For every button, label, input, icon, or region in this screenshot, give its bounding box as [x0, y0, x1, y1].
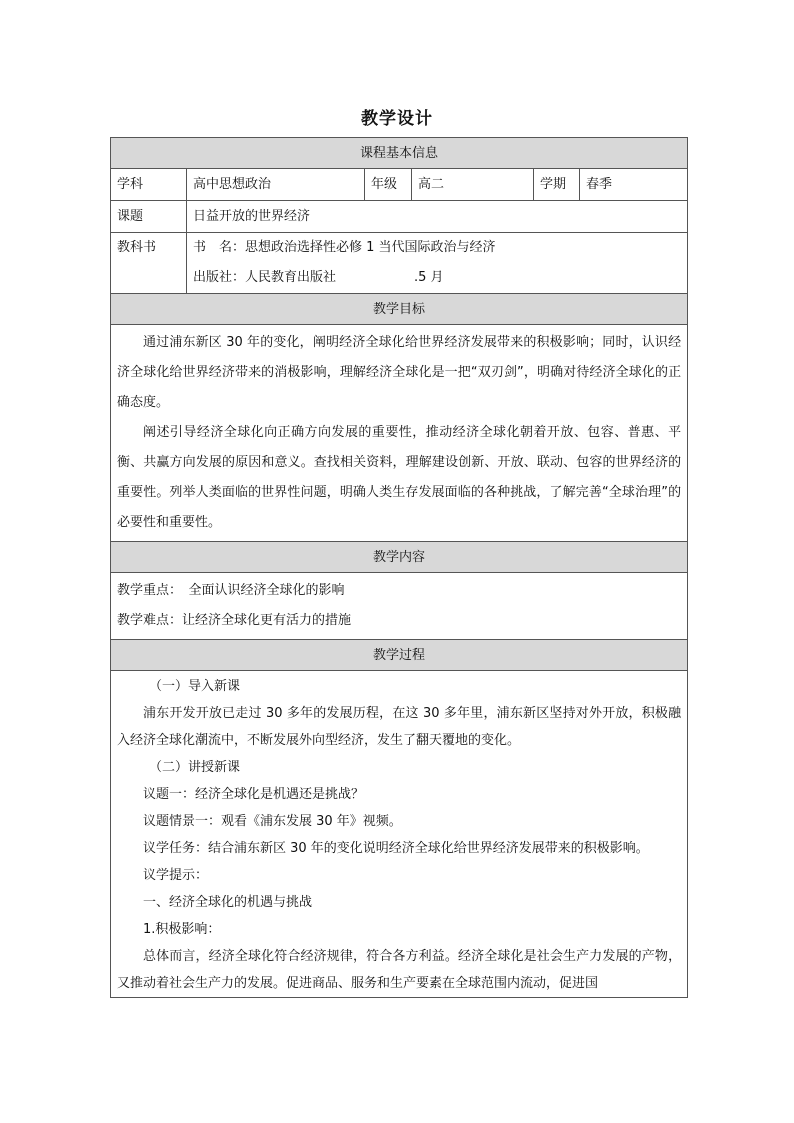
document-title: 教学设计: [361, 109, 433, 129]
process-body: [111, 671, 688, 998]
topic-label: 课题: [111, 201, 187, 233]
topic-value: 日益开放的世界经济: [187, 201, 688, 233]
process-line: 议题情景一：观看《浦东发展 30 年》视频。: [143, 814, 402, 829]
objective-paragraph: 阐述引导经济全球化向正确方向发展的重要性，推动经济全球化朝着开放、包容、普惠、平衡、共赢方向发展的原因和意义。查找相关资料，理解建设创新、开放、联动、包容的世界经济的重要性。列举人类面临的世界性问题，明确人类生存发展面临的各种挑战，了解完善“全球治理”的必要性和重要性。: [117, 425, 682, 530]
subject-value: 高中思想政治: [187, 169, 365, 201]
content-body: [111, 573, 688, 640]
lesson-plan-table: [110, 137, 688, 998]
objectives-header: 教学目标: [111, 294, 688, 325]
grade-value: 高二: [412, 169, 534, 201]
process-line: 浦东开发开放已走过 30 多年的发展历程，在这 30 多年里，浦东新区坚持对外开放，积极融入经济全球化潮流中，不断发展外向型经济，发生了翻天覆地的变化。: [117, 706, 682, 748]
process-line: 议学任务：结合浦东新区 30 年的变化说明经济全球化给世界经济发展带来的积极影响。: [143, 841, 649, 856]
basic-info-header: 课程基本信息: [111, 138, 688, 169]
grade-label: 年级: [365, 169, 412, 201]
objective-paragraph: 通过浦东新区 30 年的变化，阐明经济全球化给世界经济发展带来的积极影响；同时，认识经济全球化给世界经济带来的消极影响，理解经济全球化是一把“双刃剑”，明确对待经济全球化的正确态度。: [117, 335, 682, 410]
term-label: 学期: [534, 169, 580, 201]
process-line: （一）导入新课: [149, 679, 241, 694]
objectives-body: [111, 325, 688, 542]
process-line: 一、经济全球化的机遇与挑战: [143, 895, 313, 910]
textbook-label: 教科书: [111, 233, 187, 294]
key-point: 教学重点： 全面认识经济全球化的影响: [117, 583, 345, 598]
textbook-publisher: 出版社：人民教育出版社 .5 月: [193, 270, 444, 285]
process-line: （二）讲授新课: [149, 760, 241, 775]
process-line: 1.积极影响：: [143, 922, 221, 937]
process-line: 议学提示：: [143, 868, 209, 883]
process-header: 教学过程: [111, 640, 688, 671]
subject-label: 学科: [111, 169, 187, 201]
textbook-cell: [187, 233, 688, 294]
process-line: 总体而言，经济全球化符合经济规律，符合各方利益。经济全球化是社会生产力发展的产物，又推动着社会生产力的发展。促进商品、服务和生产要素在全球范围内流动，促进国: [117, 949, 682, 991]
difficult-point: 教学难点：让经济全球化更有活力的措施: [117, 613, 352, 628]
process-line: 议题一：经济全球化是机遇还是挑战？: [143, 787, 365, 802]
content-header: 教学内容: [111, 542, 688, 573]
term-value: 春季: [580, 169, 688, 201]
textbook-name: 书 名：思想政治选择性必修 1 当代国际政治与经济: [193, 240, 496, 255]
